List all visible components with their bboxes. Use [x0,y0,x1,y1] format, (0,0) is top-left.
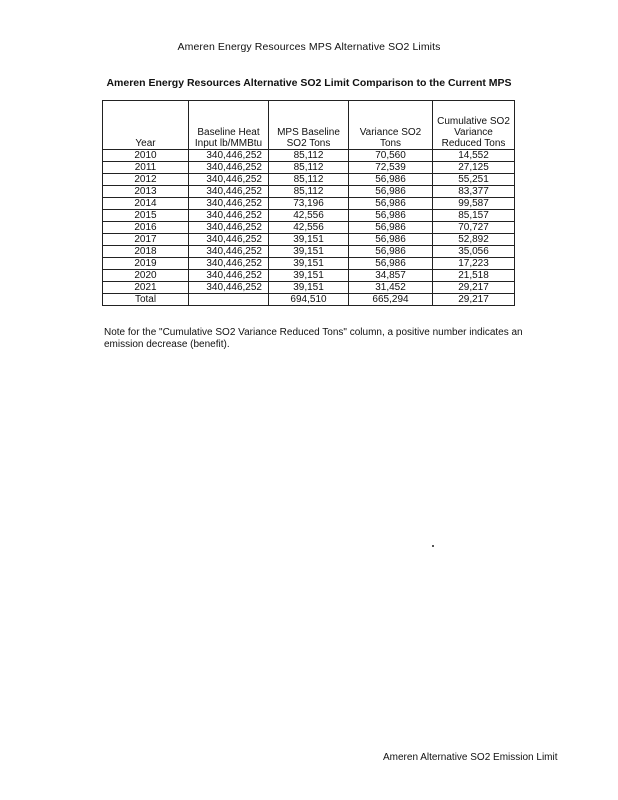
col-header-cumulative: Cumulative SO2 Variance Reduced Tons [433,101,515,150]
cell-heat-input: 340,446,252 [189,150,269,162]
cell-cumulative: 21,518 [433,270,515,282]
page-header: Ameren Energy Resources MPS Alternative SO2 Limits [177,41,441,53]
cell-heat-input: 340,446,252 [189,282,269,294]
cell-heat-input: 340,446,252 [189,198,269,210]
cell-total-label: Total [103,294,189,306]
cell-cumulative: 70,727 [433,222,515,234]
table-total-row [103,294,515,306]
cell-variance: 56,986 [349,246,433,258]
cell-cumulative: 14,552 [433,150,515,162]
cell-heat-input: 340,446,252 [189,174,269,186]
cell-heat-input: 340,446,252 [189,234,269,246]
cell-year: 2017 [103,234,189,246]
cell-variance: 56,986 [349,258,433,270]
table-header-row [103,101,515,150]
cell-mps-baseline: 39,151 [269,270,349,282]
cell-mps-baseline: 85,112 [269,150,349,162]
cell-year: 2010 [103,150,189,162]
cell-variance: 56,986 [349,174,433,186]
table-row [103,222,515,234]
cell-cumulative: 83,377 [433,186,515,198]
table-row [103,198,515,210]
cell-mps-baseline: 39,151 [269,246,349,258]
cell-total-variance: 665,294 [349,294,433,306]
table-row [103,246,515,258]
cell-variance: 56,986 [349,186,433,198]
page-footer: Ameren Alternative SO2 Emission Limit [383,752,558,763]
cell-year: 2020 [103,270,189,282]
cell-year: 2014 [103,198,189,210]
table-body [103,150,515,306]
cell-mps-baseline: 85,112 [269,162,349,174]
cell-heat-input: 340,446,252 [189,270,269,282]
cell-mps-baseline: 73,196 [269,198,349,210]
cell-heat-input: 340,446,252 [189,246,269,258]
cell-mps-baseline: 39,151 [269,234,349,246]
so2-comparison-table [102,100,515,306]
cell-variance: 72,539 [349,162,433,174]
cell-cumulative: 29,217 [433,282,515,294]
cell-variance: 56,986 [349,210,433,222]
cell-heat-input: 340,446,252 [189,258,269,270]
cell-year: 2015 [103,210,189,222]
table-row [103,162,515,174]
cell-heat-input: 340,446,252 [189,222,269,234]
col-header-mps-baseline: MPS Baseline SO2 Tons [269,101,349,150]
cell-heat-input: 340,446,252 [189,162,269,174]
cell-cumulative: 52,892 [433,234,515,246]
table-row [103,150,515,162]
cell-year: 2018 [103,246,189,258]
cell-heat-input: 340,446,252 [189,210,269,222]
cell-total-cumulative: 29,217 [433,294,515,306]
cell-variance: 34,857 [349,270,433,282]
col-header-variance: Variance SO2 Tons [349,101,433,150]
cell-year: 2011 [103,162,189,174]
cell-variance: 56,986 [349,198,433,210]
cell-mps-baseline: 39,151 [269,258,349,270]
cell-cumulative: 35,056 [433,246,515,258]
cell-mps-baseline: 42,556 [269,210,349,222]
table-row [103,210,515,222]
table-note: Note for the "Cumulative SO2 Variance Reduced Tons" column, a positive number indicates an emission decrease (benefit). [104,327,523,350]
cell-cumulative: 17,223 [433,258,515,270]
table-row [103,234,515,246]
cell-year: 2016 [103,222,189,234]
table-row [103,270,515,282]
cell-variance: 70,560 [349,150,433,162]
cell-heat-input: 340,446,252 [189,186,269,198]
cell-year: 2019 [103,258,189,270]
cell-cumulative: 27,125 [433,162,515,174]
cell-variance: 31,452 [349,282,433,294]
cell-mps-baseline: 42,556 [269,222,349,234]
table-title: Ameren Energy Resources Alternative SO2 Limit Comparison to the Current MPS [106,77,512,89]
cell-variance: 56,986 [349,234,433,246]
cell-cumulative: 55,251 [433,174,515,186]
scan-speck [432,545,434,547]
table-row [103,174,515,186]
cell-total-heat-input [189,294,269,306]
cell-cumulative: 85,157 [433,210,515,222]
cell-year: 2013 [103,186,189,198]
cell-total-mps-baseline: 694,510 [269,294,349,306]
cell-year: 2012 [103,174,189,186]
cell-variance: 56,986 [349,222,433,234]
cell-year: 2021 [103,282,189,294]
col-header-year: Year [103,101,189,150]
cell-cumulative: 99,587 [433,198,515,210]
col-header-heat-input: Baseline Heat Input lb/MMBtu [189,101,269,150]
cell-mps-baseline: 85,112 [269,174,349,186]
cell-mps-baseline: 85,112 [269,186,349,198]
table-row [103,282,515,294]
table-row [103,258,515,270]
cell-mps-baseline: 39,151 [269,282,349,294]
table-row [103,186,515,198]
